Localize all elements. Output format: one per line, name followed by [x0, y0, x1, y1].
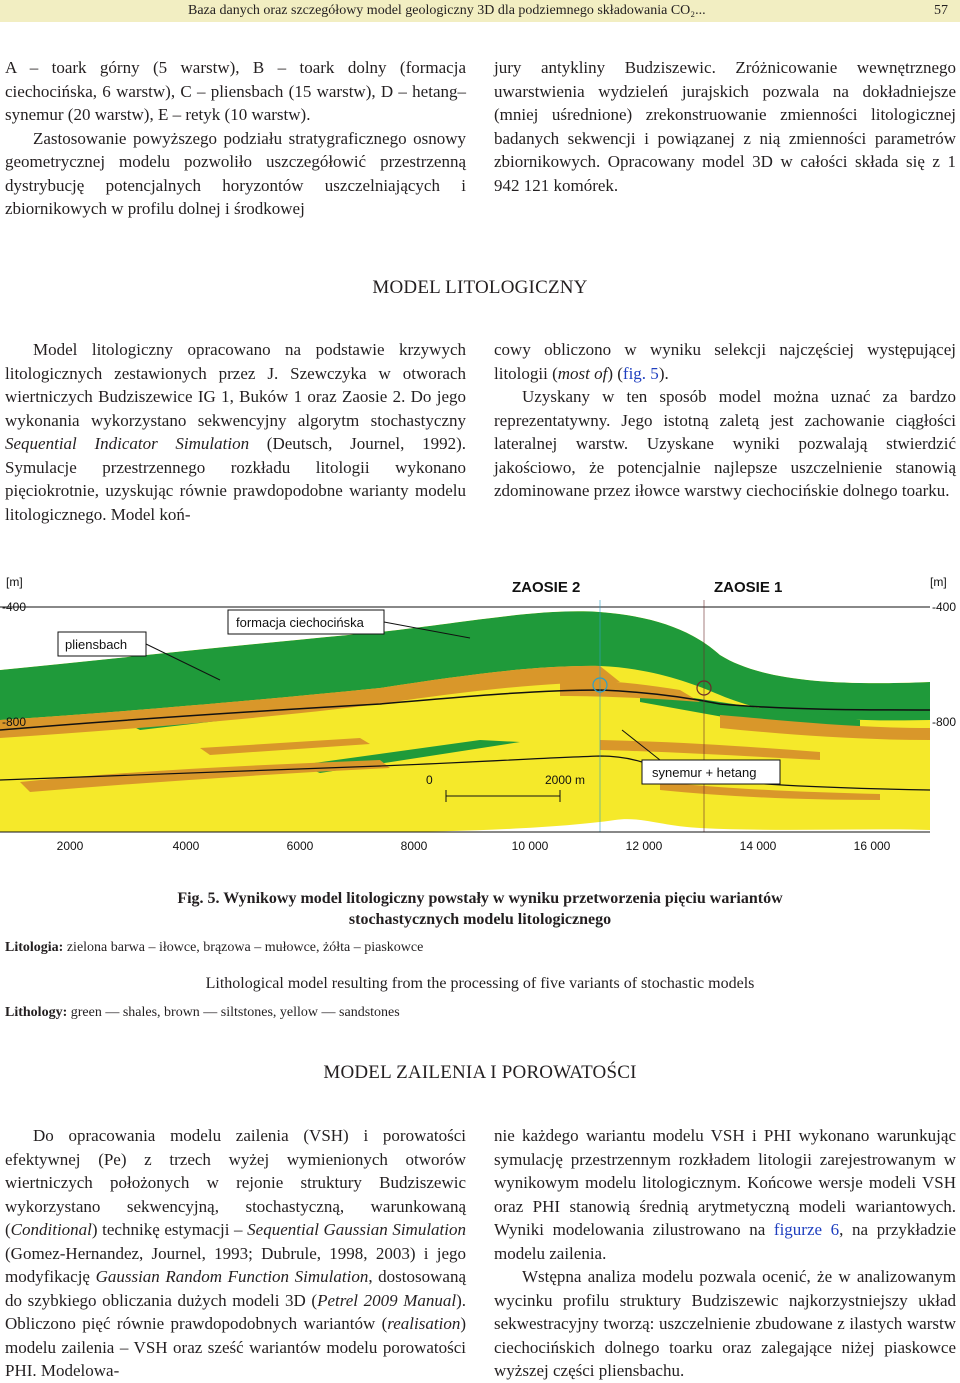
- lithology-legend-en: Lithology: green — shales, brown — siltstones, yellow — sandstones: [5, 1005, 400, 1020]
- vsh-phi-paragraph: nie każdego wariantu modelu VSH i PHI wykonano warunkując symulację przestrzennym rozkładem litologii zarejestrowanym w wynikowym modelu litologicznym. Końcowe wersje modeli VSH oraz PHI stanowią średnią arytmetyczną modeli wariantowych. Wyniki modelowania zilustrowano na figurze 6, na przykładzie modelu zailenia.: [494, 1126, 956, 1263]
- x-tick-label: 6000: [286, 839, 314, 853]
- depth-label-left-800: -800: [2, 715, 27, 729]
- figure-caption-en: Lithological model resulting from the processing of five variants of stochastic models: [205, 975, 755, 992]
- fig6-link[interactable]: figurze 6: [773, 1220, 840, 1239]
- well-label-zaosie-1: ZAOSIE 1: [714, 579, 783, 596]
- running-header: [0, 0, 960, 22]
- page-number: 57: [934, 3, 948, 18]
- callout-formacja: formacja ciechocińska: [236, 615, 364, 630]
- unit-label-left: [m]: [6, 575, 23, 589]
- layer-list-paragraph: A – toark górny (5 warstw), B – toark dolny (formacja ciechocińska, 6 warstw), C – pliensbach (15 warstw), D – hetang–synemur (20 warstw), E – retyk (10 warstw).: [5, 58, 466, 124]
- figure-caption-pl: Fig. 5. Wynikowy model litologiczny powstały w wyniku przetworzenia pięciu wariantów stochastycznych modelu litologicznego: [177, 890, 783, 928]
- running-title: Baza danych oraz szczegółowy model geologiczny 3D dla podziemnego składowania CO₂...: [188, 3, 706, 18]
- lithology-cross-section-figure: [0, 570, 960, 860]
- sequestration-paragraph: Wstępna analiza modelu pozwala ocenić, że w analizowanym wycinku profilu struktury Budziszewic najkorzystniejszy układ sekwestracyjny tworzą: uszczelnienie zbudowane z ilastych warstw ciechocińskich dolnego toarku oraz zalegające niżej piaskowce wyższej części pliensbachu.: [494, 1267, 956, 1380]
- porosity-right-column: [494, 1124, 956, 1383]
- antycline-paragraph: jury antykliny Budziszewic. Zróżnicowanie wewnętrznego uwarstwienia wydzieleń jurajskich pozwala na dokładniejsze (mniej uśrednione) zrekonstruowanie zmienności litologicznej badanych sekwencji i powiązanej z nią zmienności parametrów zbiornikowych. Opracowany model 3D w całości składa się z 1 942 121 komórek.: [494, 58, 956, 195]
- depth-label-right-400: -400: [932, 600, 957, 614]
- x-tick-label: 16 000: [853, 839, 891, 853]
- lithology-right-column: [494, 338, 956, 503]
- lithology-conclusion-paragraph: Uzyskany w ten sposób model można uznać za bardzo reprezentatywny. Jego istotną zaletą jest zachowanie ciągłości lateralnej warstw. Uzyskane wyniki pozwalają stwierdzić jakościowo, że potencjalnie najlepsze uszczelnienie stanowią zdominowane przez iłowce warstwy ciechocińskie dolnego toarku.: [494, 387, 956, 500]
- lithology-result-paragraph: cowy obliczono w wyniku selekcji najczęściej występującej litologii (most of) (fig. 5).: [494, 340, 956, 383]
- section-heading-shale-porosity: MODEL ZAILENIA I POROWATOŚCI: [323, 1062, 637, 1083]
- depth-label-left-400: -400: [2, 600, 27, 614]
- stratigraphy-paragraph: Zastosowanie powyższego podziału stratygraficznego osnowy geometrycznej modelu pozwoliło uszczegółowić przestrzenną dystrybucję potencjalnych horyzontów uszczelniających i zbiornikowych w profilu dolnej i środkowej: [5, 128, 466, 218]
- well-label-zaosie-2: ZAOSIE 2: [512, 579, 581, 596]
- scale-bar-start: 0: [426, 773, 433, 787]
- fig5-link[interactable]: fig. 5: [622, 363, 659, 383]
- top-right-column: [494, 56, 956, 197]
- porosity-paragraph: Do opracowania modelu zailenia (VSH) i porowatości efektywnej (Pe) z trzech wyżej wymienionych otworów wiertniczych położonych w rejonie struktury Budziszewic wykorzystano sekwencyjną, stochastyczną, warunkowaną (Conditional) technikę estymacji – Sequential Gaussian Simulation (Gomez-Hernandez, Journel, 1993; Dubrule, 1998, 2003) i jego modyfikację Gaussian Random Function Simulation, dostosowaną do szybkiego obliczania dużych modeli 3D (Petrel 2009 Manual). Obliczono pięć równie prawdopodobnych wariantów (realisation) modelu zailenia – VSH oraz sześć wariantów modelu porowatości PHI. Modelowa-: [5, 1126, 467, 1380]
- porosity-left-column: [5, 1124, 466, 1383]
- unit-label-right: [m]: [930, 575, 947, 589]
- top-left-column: [5, 56, 466, 221]
- lithology-paragraph: Model litologiczny opracowano na podstawie krzywych litologicznych zestawionych przez J. Szewczyka w otworach wiertniczych Budziszewice IG 1, Buków 1 oraz Zaosie 2. Do jego wykonania wykorzystano sekwencyjny algorytm stochastyczny Sequential Indicator Simulation (Deutsch, Journel, 1992). Symulacje przestrzennego rozkładu litologii wykonano pięciokrotnie, uzyskując równie prawdopodobne warianty modelu litologicznego. Model koń-: [5, 340, 466, 524]
- callout-pliensbach: pliensbach: [65, 637, 128, 652]
- scale-bar-end: 2000 m: [545, 773, 586, 787]
- x-tick-label: 4000: [172, 839, 200, 853]
- x-tick-label: 10 000: [511, 839, 549, 853]
- x-tick-label: 2000: [56, 839, 84, 853]
- figure-label: Fig. 5.: [177, 890, 220, 907]
- x-tick-label: 14 000: [739, 839, 777, 853]
- lithology-legend-pl: Litologia: zielona barwa – iłowce, brązowa – mułowce, żółta – piaskowce: [5, 940, 424, 955]
- callout-synemur: synemur + hetang: [652, 765, 757, 780]
- x-tick-label: 8000: [400, 839, 428, 853]
- x-tick-label: 12 000: [625, 839, 663, 853]
- depth-label-right-800: -800: [932, 715, 957, 729]
- section-heading-lithology: MODEL LITOLOGICZNY: [372, 277, 588, 298]
- lithology-left-column: [5, 338, 466, 526]
